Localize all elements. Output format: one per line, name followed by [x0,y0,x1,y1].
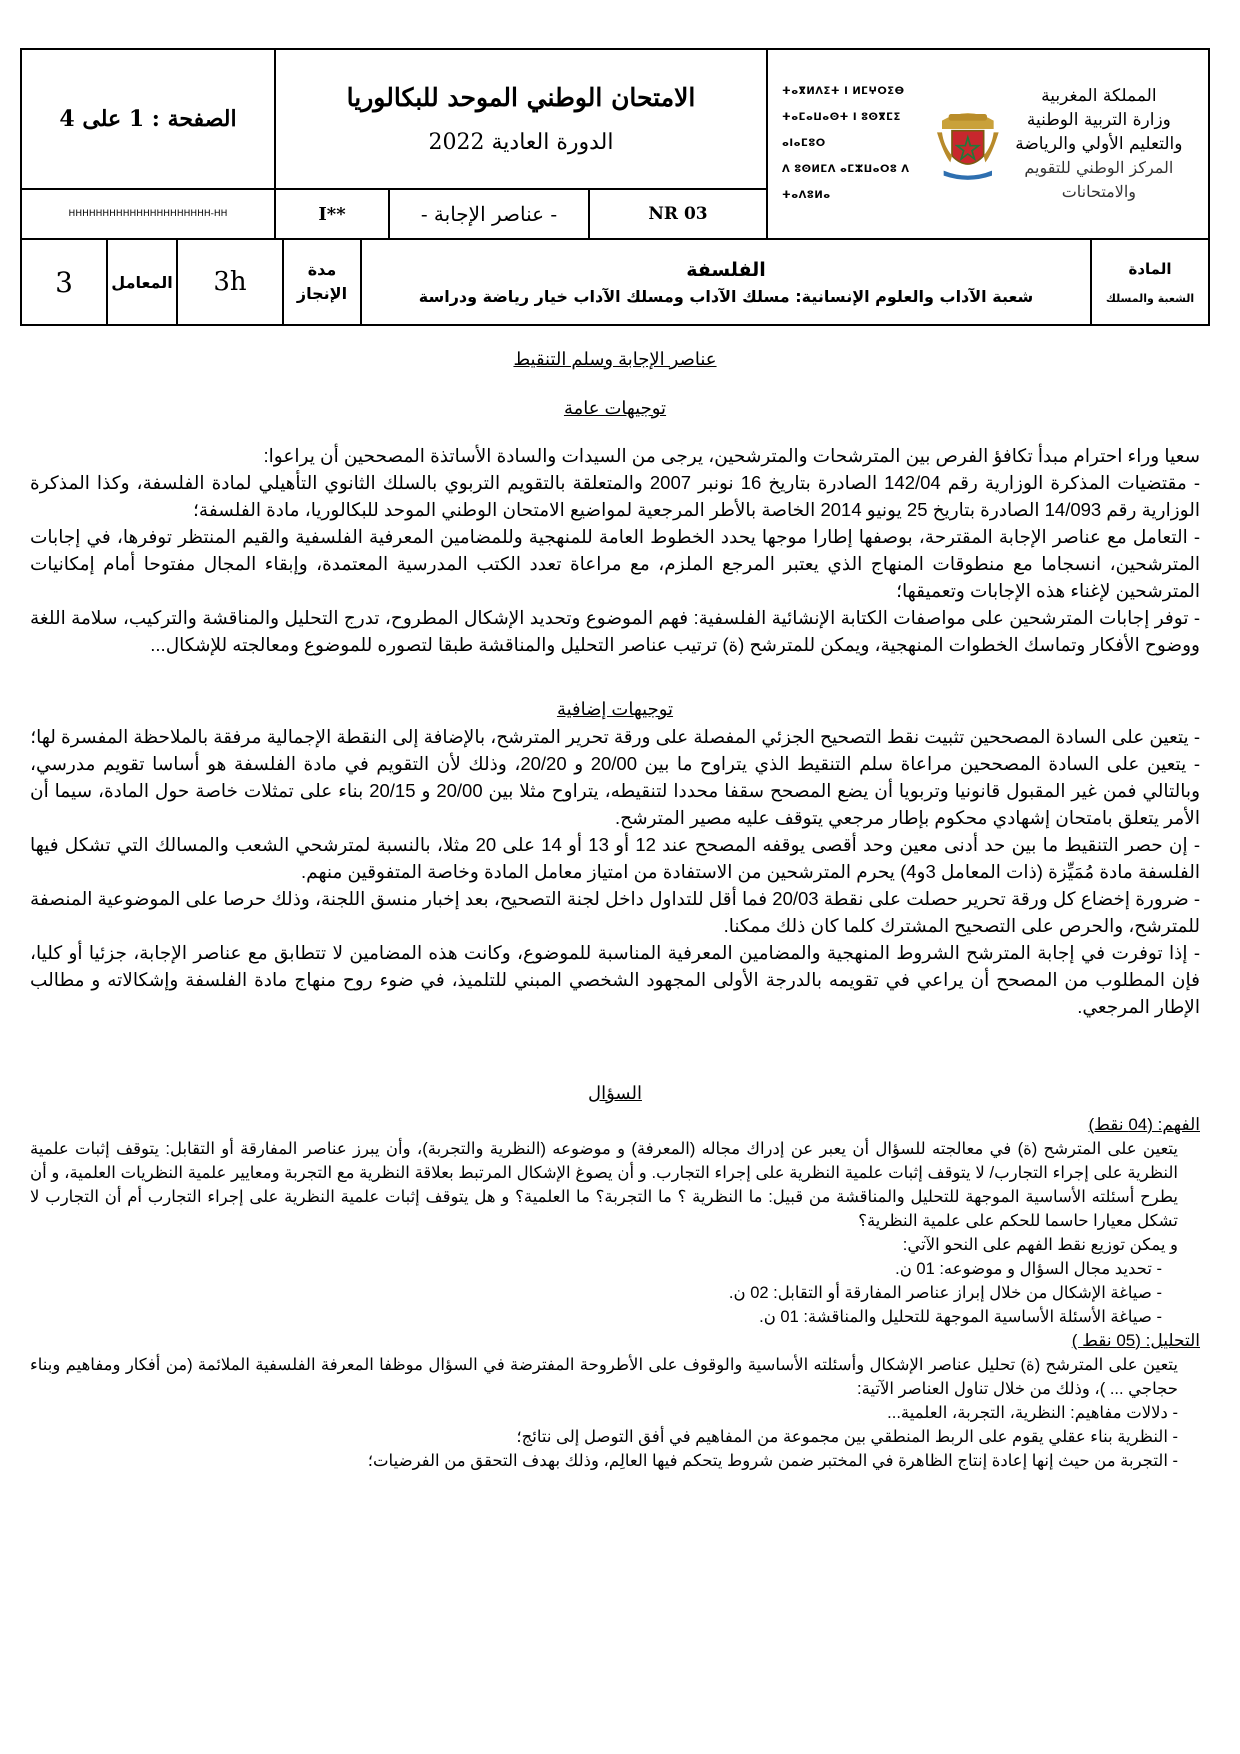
additional-item: - إن حصر التنقيط ما بين حد أدنى معين وحد أقصى يوقفه المصحح عند 12 أو 13 أو 14 على 20 مثلا، بالنسبة لمترشحي الشعب والمسالك التي تشكل فيها الفلسفة مادة مُمَيِّزة (ذات المعامل 3و4) يحرم المترشحين من الاستفادة من امتياز معامل المادة وخاصة المتفوقين منهم. [30,834,1201,882]
exam-page [20,48,1210,1473]
understanding-distribution: و يمكن توزيع نقط الفهم على النحو الآتي: [902,1236,1178,1254]
ministry-cell [768,50,1208,238]
understanding-text: يتعين على المترشح (ة) في معالجته للسؤال أن يعبر عن إدراك مجاله (المعرفة) و موضوعه (النظرية والتجربة)، وأن يبرز عناصر المفارقة أو التقابل: يتوقف إثبات علمية النظرية على إجراء التجارب/ لا يتوقف إثبات علمية النظرية على إجراء التجارب. و أن يصوغ الإشكال المرتبط بعلاقة النظرية مع التجربة ومعايير علمية النظريات العلمية، و أن يطرح أسئلته الأساسية الموجهة للتحليل والمناقشة من قبيل: ما النظرية ؟ ما التجربة؟ ما العلمية؟ و هل يتوقف إثبات علمية النظرية على إجراء التجارب أم أن التجارب لا تشكل معيارا حاسما للحكم على علمية النظرية؟ [30,1140,1178,1230]
ministry-line: والتعليم الأولي والرياضة [1015,134,1183,154]
understanding-item: - صياغة الإشكال من خلال إبراز عناصر المفارقة أو التقابل: 02 ن. [728,1284,1162,1302]
understanding-item: - تحديد مجال السؤال و موضوعه: 01 ن. [895,1260,1162,1278]
understanding-title: الفهم: (04 نقط) [1088,1115,1200,1134]
page-info-cell [22,50,276,238]
question-title: السؤال [588,1083,642,1103]
additional-item: - إذا توفرت في إجابة المترشح الشروط المنهجية والمضامين المعرفية المناسبة للموضوع، وكانت هذه المضامين لا تتطابق مع عناصر الإجابة، جزئيا أو كليا، فإن المطلوب من المصحح أن يراعي في تقويمه بالدرجة الأولى المجهود الشخصي المبني للتلميذ، في ضوء روح منهاج مادة الفلسفة وإشكالاته و مطالب الإطار المرجعي. [30,942,1200,1017]
additional-item: - ضرورة إخضاع كل ورقة تحرير حصلت على نقطة 20/03 فما أقل للتداول داخل لجنة التصحيح، بعد إخبار منسق اللجنة، وذلك حرصا على الموضوعية المنصفة للمترشح، والحرص على التصحيح المشترك كلما كان ذلك ممكنا. [30,888,1201,936]
exam-session: الدورة العادية 2022 [428,130,614,155]
subject-track: شعبة الآداب والعلوم الإنسانية: مسلك الآداب ومسلك الآداب خيار رياضة ودراسة [418,286,1034,306]
ministry-line: وزارة التربية الوطنية [1026,110,1171,130]
subject-label: المادة [1128,259,1172,278]
additional-item: - يتعين على السادة المصححين مراعاة سلم التنقيط الذي يتراوح ما بين 20/00 و 20/20، وذلك لأن التقويم في مادة الفلسفة هو أساسا تقويم مدرسي، وبالتالي فمن غير المقبول قانونيا وتربويا أن يضع المصحح سقفا محددا لتنقيطه، يتراوح مثلا بين 20/00 و 20/15 بناء على تمثلات خاصة حول المادة، سيما أن الأمر يتعلق بامتحان إشهادي محكوم بإطار مرجعي يتوقف عليه مصير المترشح. [30,753,1201,828]
marker-cell: I** [276,190,390,238]
header-table [20,48,1210,326]
understanding-section [30,1113,1200,1473]
subject-cell [362,240,1092,324]
exam-title-cell [276,50,768,238]
duration-label-line: مدة [307,260,337,279]
analysis-item: - التجربة من حيث إنها إعادة إنتاج الظاهرة في المختبر ضمن شروط يتحكم فيها العالِم، وذلك بهدف التحقق من الفرضيات؛ [367,1452,1178,1470]
intro-paragraph: سعيا وراء احترام مبدأ تكافؤ الفرص بين المترشحات والمترشحين، يرجى من السيدات والسادة الأساتذة المصححين أن يراعوا: [263,445,1200,466]
exam-meta-row [276,188,766,238]
ministry-line: المملكة المغربية [1041,86,1157,106]
header-row-subject [22,238,1208,324]
additional-item: - يتعين على السادة المصححين تثبيت نقط التصحيح الجزئي المفصلة على ورقة تحرير المترشح، بالإضافة إلى النقطة الإجمالية مرفقة بالملاحظة المفسرة لها؛ [30,726,1200,747]
coefficient-label: المعامل [108,240,178,324]
ministry-name [1004,84,1194,204]
subject-label-cell [1092,240,1208,324]
general-item: - التعامل مع عناصر الإجابة المقترحة، بوصفها إطارا موجها يحدد الخطوط العامة للمنهجية وللمضامين المعرفية الفلسفية والقيم المنتظر توفرها، في إجابات المترشحين، انسجاما مع منطوقات المنهاج الذي يعتبر المرجع الملزم، مع مراعاة تعدد الكتب المدرسية المعتمدة، وإبقاء المجال مفتوحا أمام إمكانيات المترشحين لإغناء هذه الإجابات وتعميقها؛ [30,526,1200,601]
additional-guidelines-title: توجيهات إضافية [556,699,674,719]
exam-title: الامتحان الوطني الموحد للبكالوريا [346,83,696,112]
analysis-item: - النظرية بناء عقلي يقوم على الربط المنطقي بين مجموعة من المفاهيم في أفق التوصل إلى نتائج؛ [516,1428,1178,1446]
duration-label [284,240,362,324]
general-item: - مقتضيات المذكرة الوزارية رقم 142/04 الصادرة بتاريخ 16 نونبر 2007 والمتعلقة بالتقويم التربوي بالسلك الثانوي التأهيلي لمادة الفلسفة، وكذا المذكرة الوزارية رقم 14/093 الصادرة بتاريخ 25 يونيو 2014 الخاصة بالأطر المرجعية لمواضيع الامتحان الوطني الموحد للبكالوريا، مادة الفلسفة؛ [30,472,1200,520]
header-row-top [22,50,1208,238]
duration-value: 3h [178,240,284,324]
tifinagh-line: ⵜⴰⵎⴰⵡⴰⵙⵜ ⵏ ⵓⵙⴳⵎⵉ ⴰⵏⴰⵎⵓⵔ [782,112,901,149]
tifinagh-line: ⴷ ⵓⵙⵍⵎⴷ ⴰⵎⵣⵡⴰⵔⵓ ⴷ ⵜⴰⴷⵓⵍⴰ [782,164,910,201]
analysis-text: يتعين على المترشح (ة) تحليل عناصر الإشكال وأسئلته الأساسية والوقوف على الأطروحة المفترضة في السؤال موظفا المعرفة الفلسفية الملائمة (من أفكار ومفاهيم وبناء حجاجي ... )، وذلك من خلال تناول العناصر الآتية: [30,1356,1178,1398]
subject-name: الفلسفة [686,258,766,281]
analysis-item: - دلالات مفاهيم: النظرية، التجربة، العلمية... [887,1404,1178,1422]
analysis-title: التحليل: (05 نقط ) [1071,1331,1200,1350]
page-number-label: الصفحة : 1 على 4 [59,106,237,132]
ministry-line: المركز الوطني للتقويم والامتحانات [1024,158,1174,201]
answer-elements-label: - عناصر الإجابة - [390,190,590,238]
tifinagh-text [782,79,932,209]
document-body [20,346,1210,1473]
coat-of-arms-icon [932,96,1004,192]
track-label: الشعبة والمسلك [1105,291,1195,305]
duration-label-line: الإنجاز [296,284,348,303]
tifinagh-line: ⵜⴰⴳⵍⴷⵉⵜ ⵏ ⵍⵎⵖⵔⵉⴱ [782,86,905,97]
exam-code: HHHHHHHHHHHHHHHHHHHHH-HH [22,188,274,238]
understanding-item: - صياغة الأسئلة الأساسية الموجهة للتحليل والمناقشة: 01 ن. [759,1308,1162,1326]
main-title: عناصر الإجابة وسلم التنقيط [513,349,717,369]
nr-code: NR 03 [648,204,708,224]
general-guidelines-title: توجيهات عامة [563,398,667,418]
general-item: - توفر إجابات المترشحين على مواصفات الكتابة الإنشائية الفلسفية: فهم الموضوع وتحديد الإشكال المطروح، تدرج التحليل والمناقشة والتركيب، سلامة اللغة ووضوح الأفكار وتماسك الخطوات المنهجية، ويمكن للمترشح (ة) ترتيب عناصر التحليل والمناقشة طبقا لتصوره للموضوع ومعالجته للإشكال... [30,607,1200,655]
coefficient-value: 3 [22,240,108,324]
